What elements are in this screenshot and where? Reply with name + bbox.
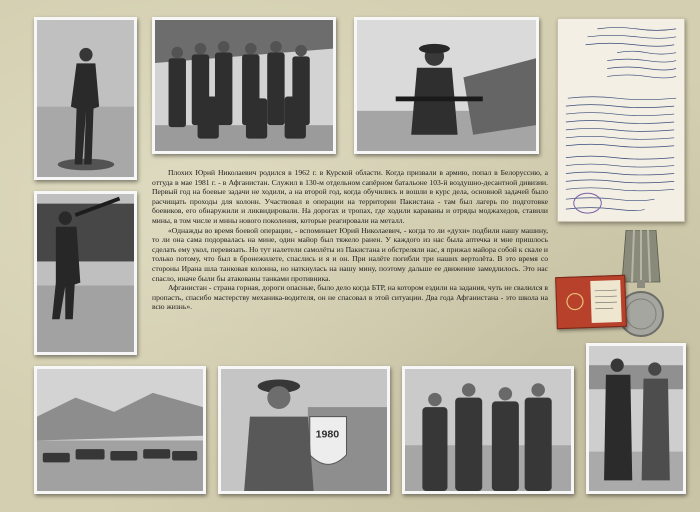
photo-soldier-with-rifle (354, 17, 539, 154)
article-text (152, 168, 548, 312)
photo-four-soldiers (402, 366, 574, 494)
article-paragraph-3: Афганистан - страна горная, дороги опасные, было дело когда БТР, на котором ездили на задания, чуть не свалился в пропасть, спасибо мастерству механика-водителя, он не спасовал в этой ситуации. Два года Афганистана - это школа на всю жизнь». (152, 283, 548, 312)
award-certificate (555, 275, 627, 329)
photo-soldier-standing (34, 17, 137, 180)
article-paragraph-1: Плохих Юрий Николаевич родился в 1962 г. в Курской области. Когда призвали в армию, попал в Белоруссию, а оттуда в мае 1981 г. - в Афганистан. Служил в 130-м отдельном сапёрном батальоне 103-й воздушно-десантной дивизии. Первый год на боевые задачи не ходили, а на второй год, когда обучились и вошли в курс дела, основной задачей было расчищать проходы для колонн. Участвовал в операции на территории Пакистана - там был лагерь по подготовке боевиков, его обнаружили и ликвидировали. На дорогах и тропах, где ходили караваны и отряды моджахедов, ставили мины, в том числе и мины нового поколения, которые реагировали на металл. (152, 168, 548, 225)
article-paragraph-2: «Однажды во время боевой операции, - вспоминает Юрий Николаевич, - когда то ли «духи» подбили нашу машину, то ли она сама подорвалась на мине, один майор был тяжело ранен. У каждого из нас была аптечка и мне пришлось сделать ему укол, перевязать. Но тут налетели самолёты из Пакистана и обстреляли нас, я прижал майора собой к скале и только потому, что был в бронежилете, спаслись и я и он. При налёте погибли три наших вертолёта. В это время со стороны Ирана шла танковая колонна, но наткнулась на нашу мину, поэтому дальше ее движение замедлилось. Это нас спасло, иначе были бы атакованы танками противника. (152, 225, 548, 283)
plaque-year: 1980 (315, 428, 340, 441)
handwritten-letter (557, 18, 685, 222)
photo-soldier-by-vehicle (34, 191, 137, 355)
photo-soldier-portrait (218, 366, 390, 494)
photo-group-soldiers (152, 17, 336, 154)
photo-award-ceremony (586, 343, 686, 494)
photo-armored-vehicles-convoy (34, 366, 206, 494)
